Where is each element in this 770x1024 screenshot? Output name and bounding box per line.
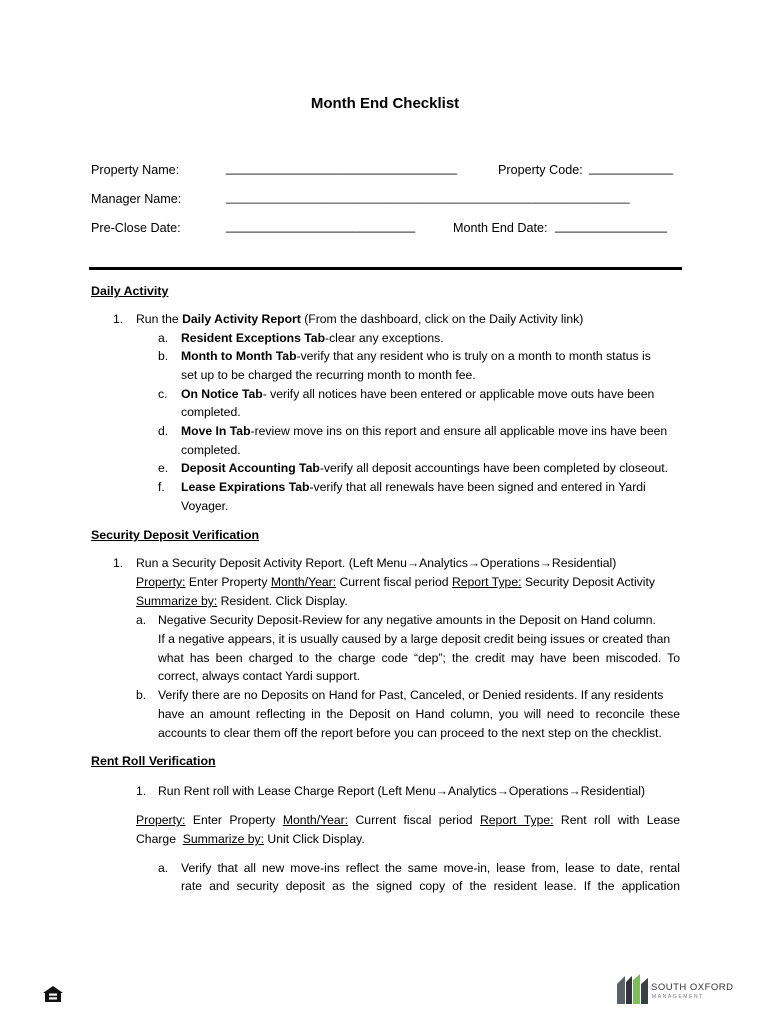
horizontal-rule: [89, 267, 682, 270]
daily-item-a-letter: a.: [158, 331, 169, 345]
security-item-a-1: Negative Security Deposit-Review for any negative amounts in the Deposit on Hand column.: [158, 613, 656, 627]
daily-item-d: Move In Tab-review move ins on this report and ensure all applicable move ins have been: [181, 424, 668, 438]
security-item-b-1: Verify there are no Deposits on Hand for Past, Canceled, or Denied residents. If any residents: [158, 688, 664, 702]
south-oxford-logo: [615, 972, 735, 1006]
security-item-b-2: have an amount reflecting in the Deposit on Hand column, you will need to reconcile these: [158, 707, 680, 721]
manager-name-label: Manager Name:: [91, 192, 182, 206]
daily-item-a: Resident Exceptions Tab-clear any exceptions.: [181, 331, 444, 345]
security-step-1-params: Property: Enter Property Month/Year: Current fiscal period Report Type: Security Deposit Activity: [136, 575, 655, 589]
property-code-blank: ____________: [589, 161, 674, 175]
daily-item-f-letter: f.: [158, 480, 165, 494]
daily-activity-heading: Daily Activity: [91, 284, 169, 298]
security-item-a-3: what has been charged to the charge code “dep”; the credit may have been miscoded. To: [158, 651, 680, 665]
daily-item-b-letter: b.: [158, 349, 169, 363]
daily-step-1-number: 1.: [113, 312, 124, 326]
security-item-b-3: accounts to clear them off the report before you can proceed to the next step on the checklist.: [158, 726, 662, 740]
security-item-b-letter: b.: [136, 688, 147, 702]
daily-item-e: Deposit Accounting Tab-verify all deposit accountings have been completed by closeout.: [181, 461, 669, 475]
rent-step-1-number: 1.: [136, 784, 147, 798]
equal-housing-icon: [42, 985, 64, 1003]
rent-item-a-letter: a.: [158, 861, 169, 875]
security-step-1-number: 1.: [113, 556, 124, 570]
preclose-date-label: Pre-Close Date:: [91, 221, 181, 235]
daily-item-f: Lease Expirations Tab-verify that all renewals have been signed and entered in Yardi: [181, 480, 646, 494]
security-step-1-summarize: Summarize by: Resident. Click Display.: [136, 594, 348, 608]
logo-subtext: MANAGEMENT: [652, 994, 704, 1000]
rent-step-1-summarize: Charge Summarize by: Unit Click Display.: [136, 832, 365, 846]
page-title: Month End Checklist: [310, 95, 460, 112]
security-item-a-letter: a.: [136, 613, 147, 627]
daily-item-e-letter: e.: [158, 461, 169, 475]
logo-text: SOUTH OXFORD: [651, 982, 734, 993]
property-name-blank: _________________________________: [226, 161, 458, 175]
rent-item-a-1: Verify that all new move-ins reflect the same move-in, lease from, lease to date, rental: [181, 861, 680, 875]
daily-item-c: On Notice Tab- verify all notices have been entered or applicable move outs have been: [181, 387, 655, 401]
month-end-date-blank: ________________: [555, 219, 668, 233]
daily-item-d-cont: completed.: [181, 443, 241, 457]
month-end-date-label: Month End Date:: [453, 221, 548, 235]
property-name-label: Property Name:: [91, 163, 180, 177]
daily-step-1: Run the Daily Activity Report (From the dashboard, click on the Daily Activity link): [136, 312, 584, 326]
manager-name-blank: ____________________________________________________________: [226, 190, 630, 204]
daily-item-d-letter: d.: [158, 424, 169, 438]
property-code-label: Property Code:: [498, 163, 583, 177]
rent-roll-heading: Rent Roll Verification: [91, 754, 216, 768]
security-step-1: Run a Security Deposit Activity Report. (Left Menu→Analytics→Operations→Residential): [136, 556, 617, 570]
daily-item-b-cont: set up to be charged the recurring month to month fee.: [181, 368, 476, 382]
security-deposit-heading: Security Deposit Verification: [91, 528, 260, 542]
daily-item-f-cont: Voyager.: [181, 499, 229, 513]
daily-item-c-letter: c.: [158, 387, 168, 401]
security-item-a-2: If a negative appears, it is usually caused by a large deposit credit being issues or created than: [158, 632, 671, 646]
rent-step-1-params: Property: Enter Property Month/Year: Current fiscal period Report Type: Rent roll with Lease: [136, 813, 680, 827]
rent-item-a-2: rate and security deposit as the signed copy of the resident lease. If the application: [181, 879, 680, 893]
preclose-date-blank: ___________________________: [226, 219, 416, 233]
rent-step-1: Run Rent roll with Lease Charge Report (Left Menu→Analytics→Operations→Residential): [158, 784, 646, 798]
daily-item-c-cont: completed.: [181, 405, 241, 419]
security-item-a-4: correct, always contact Yardi support.: [158, 669, 361, 683]
daily-item-b: Month to Month Tab-verify that any resident who is truly on a month to month status is: [181, 349, 651, 363]
